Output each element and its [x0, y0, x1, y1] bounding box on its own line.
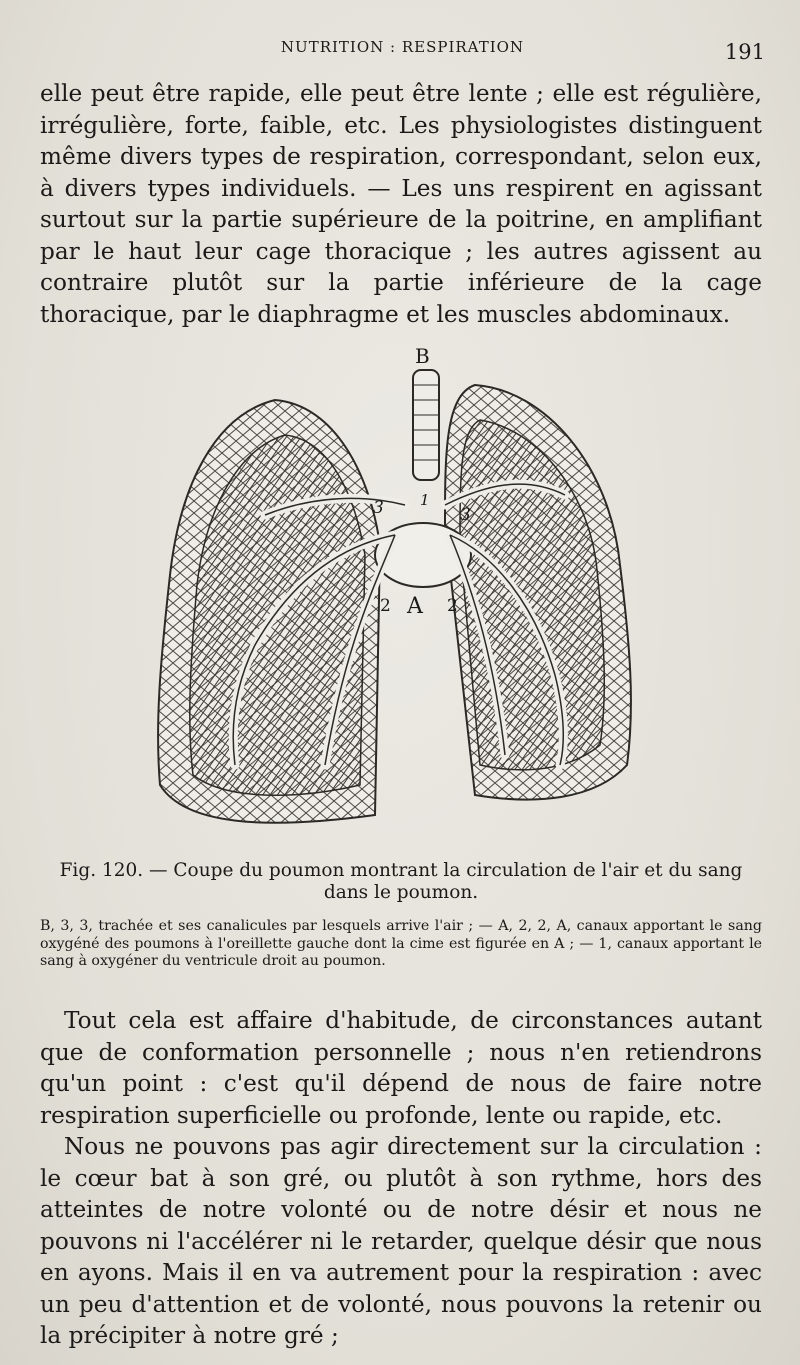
label-three-left: 3 [373, 498, 384, 518]
page-header [40, 36, 765, 66]
page-number: 191 [724, 40, 765, 64]
label-a: A [407, 594, 423, 619]
paragraph-habit: Tout cela est affaire d'habitude, de circonstances autant que de conformation personnelle ; nous n'en retiendrons qu'un point : c'est qu'il dépend de nous de faire notre respiration superficielle ou profonde, lente ou rapide, etc. [40, 1007, 762, 1129]
label-three-right: 3 [460, 505, 471, 525]
figure-caption: Fig. 120. — Coupe du poumon montrant la circulation de l'air et du sang dans le poumon. [59, 860, 743, 903]
running-title: NUTRITION : RESPIRATION [280, 38, 525, 56]
label-two-right: 2 [447, 596, 458, 616]
lung-illustration [145, 345, 645, 855]
label-one: 1 [420, 491, 430, 509]
figure-legend: B, 3, 3, trachée et ses canalicules par lesquels arrive l'air ; — A, 2, 2, A, canaux apportant le sang oxygéné des poumons à l'oreillette gauche dont la cime est figurée en A ; — 1, canaux apportant le sang à oxygéner du ventricule droit au poumon. [40, 918, 762, 969]
label-b: B [415, 345, 430, 368]
lung-drawing [145, 345, 645, 855]
paragraph-circulation: Nous ne pouvons pas agir directement sur la circulation : le cœur bat à son gré, ou plutôt à son rythme, hors des atteintes de notre volonté ou de notre désir et nous ne pouvons ni l'accélérer ni le retarder, quelque désir que nous en ayons. Mais il en va autrement pour la respiration : avec un peu d'attention et de volonté, nous pouvons la retenir ou la précipiter à notre gré ; [40, 1133, 762, 1349]
paragraph-respiration-types: elle peut être rapide, elle peut être lente ; elle est régulière, irrégulière, forte, faible, etc. Les physiologistes distinguent même divers types de respiration, correspondant, selon eux, à divers types individuels. — Les uns respirent en agissant surtout sur la partie supérieure de la poitrine, en amplifiant par le haut leur cage thoracique ; les autres agissent au contraire plutôt sur la partie inférieure de la cage thoracique, par le diaphragme et les muscles abdominaux. [40, 80, 762, 328]
trachea [413, 370, 439, 480]
label-two-left: 2 [380, 596, 391, 616]
